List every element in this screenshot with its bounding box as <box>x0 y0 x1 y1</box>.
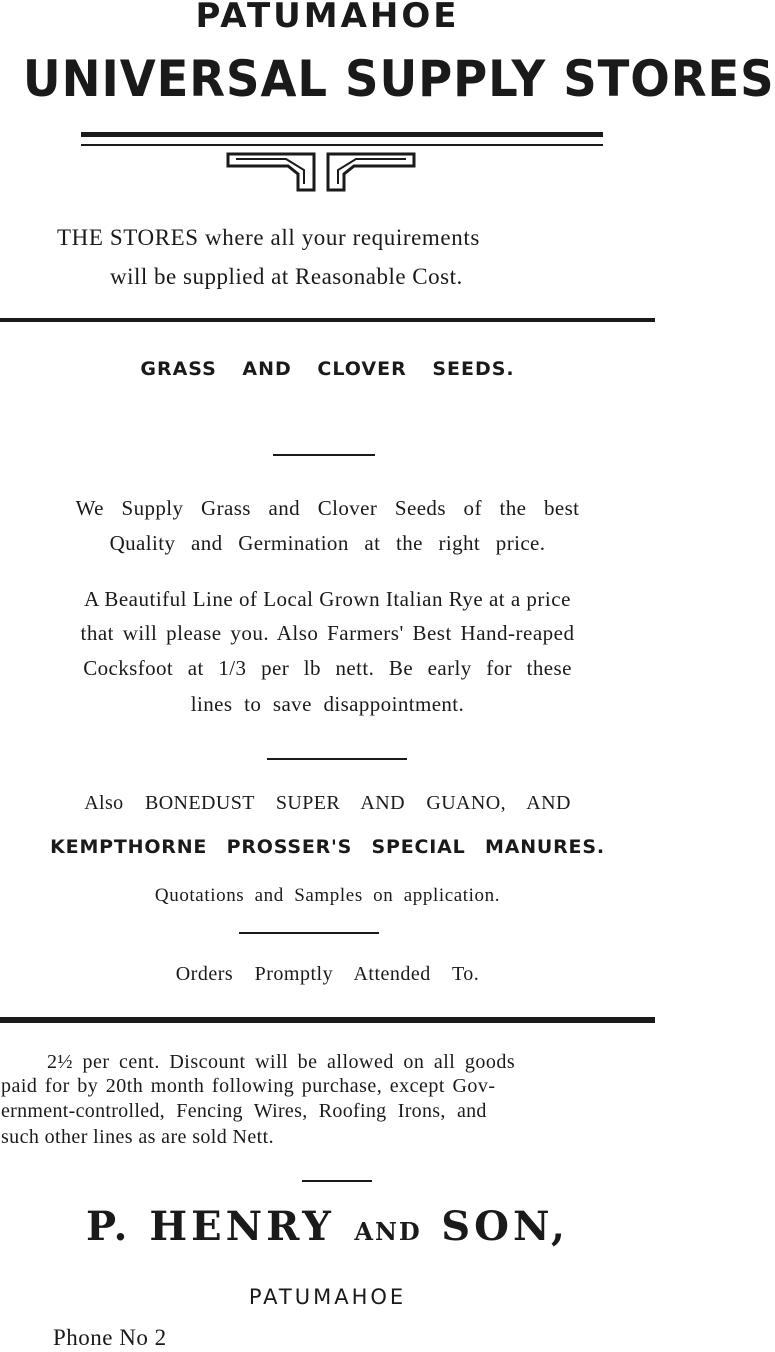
town-heading: PATUMAHOE <box>195 0 460 36</box>
discount-line2: paid for by 20th month following purchase, except Gov- <box>1 1075 496 1097</box>
manures-line1: Also BONEDUST SUPER AND GUANO, AND <box>84 792 571 814</box>
seeds-para2-line4: lines to save disappointment. <box>190 692 465 716</box>
footer-divider <box>302 1180 372 1182</box>
seeds-para2-line1: A Beautiful Line of Local Grown Italian Rye at a price <box>84 587 571 611</box>
section-rule-bottom <box>0 1017 655 1023</box>
tagline-line1: THE STORES where all your requirements <box>57 225 480 250</box>
seeds-para2-line3: Cocksfoot at 1/3 per lb nett. Be early for these <box>83 656 572 680</box>
tagline-line2: will be supplied at Reasonable Cost. <box>110 264 463 289</box>
discount-line3: ernment-controlled, Fencing Wires, Roofing Irons, and <box>1 1100 487 1122</box>
title-rule-thick <box>81 132 603 137</box>
footer-town: PATUMAHOE <box>248 1285 407 1309</box>
firm-name-and: AND <box>354 1217 422 1246</box>
seeds-para1-line2: Quality and Germination at the right price. <box>109 531 546 555</box>
discount-line4: such other lines as are sold Nett. <box>1 1126 274 1148</box>
store-name-title: UNIVERSAL SUPPLY STORES <box>22 50 775 108</box>
firm-name <box>0 1203 655 1250</box>
discount-line1: 2½ per cent. Discount will be allowed on all goods <box>47 1051 516 1073</box>
seeds-para2-line2: that will please you. Also Farmers' Best Hand-reaped <box>80 621 575 645</box>
orders-divider <box>239 932 379 934</box>
quotations-text: Quotations and Samples on application. <box>154 885 501 906</box>
ornament-icon <box>226 148 416 196</box>
title-rule-thin <box>81 144 603 146</box>
manures-divider <box>267 758 407 760</box>
seeds-divider <box>273 454 375 456</box>
seeds-para1-line1: We Supply Grass and Clover Seeds of the best <box>75 496 580 520</box>
phone-number: Phone No 2 <box>53 1325 167 1350</box>
orders-text: Orders Promptly Attended To. <box>175 963 480 985</box>
seeds-heading: GRASS AND CLOVER SEEDS. <box>140 358 515 380</box>
section-rule-top <box>0 318 655 322</box>
firm-name-part1: P. HENRY <box>86 1203 335 1250</box>
firm-name-part2: SON, <box>441 1203 569 1250</box>
manures-line2: KEMPTHORNE PROSSER'S SPECIAL MANURES. <box>50 836 605 858</box>
